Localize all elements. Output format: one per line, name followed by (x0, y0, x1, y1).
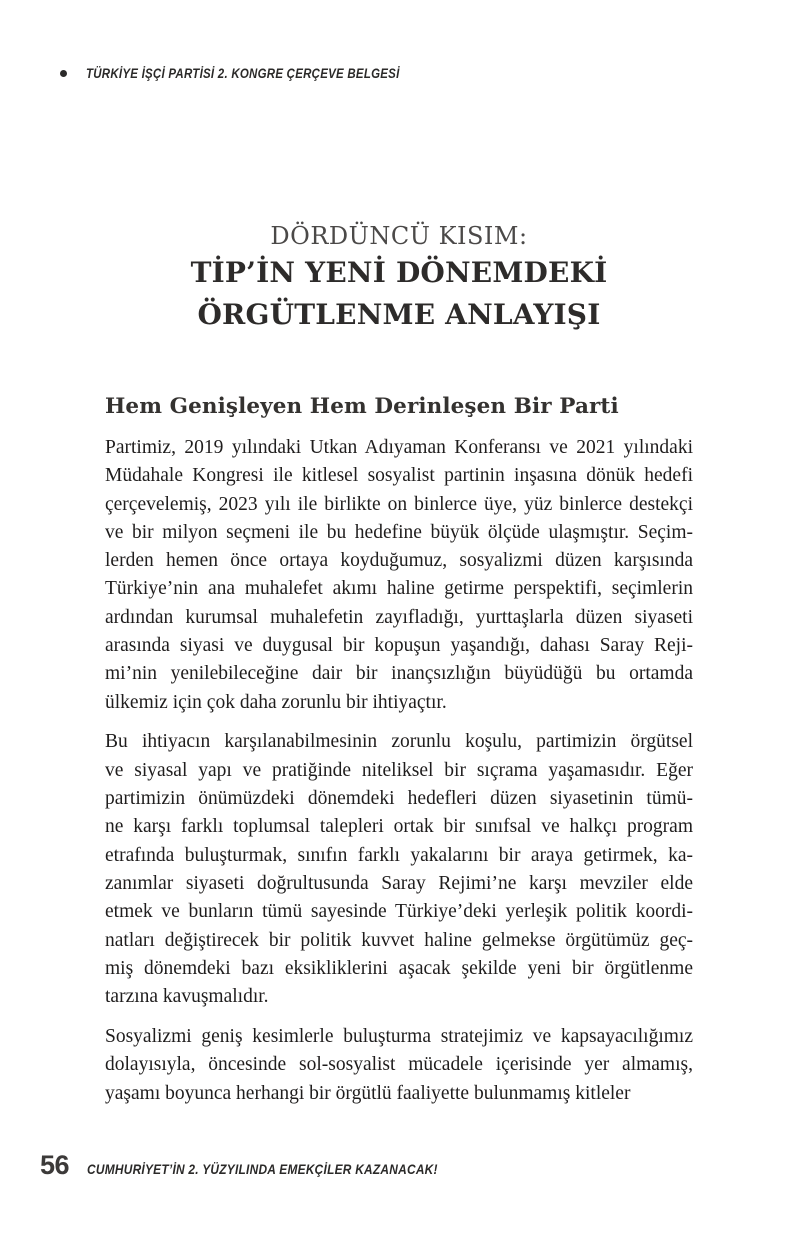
body-paragraph (105, 1023, 693, 1108)
bullet-icon (60, 70, 67, 77)
chapter-title-line-2: ÖRGÜTLENME ANLAYIŞI (197, 298, 601, 331)
paragraph-line: Türkiye’nin ana muhalefet akımı haline getirme perspektifi, seçimlerin (105, 578, 693, 600)
body-paragraph (105, 728, 693, 1011)
article-paragraphs (105, 434, 693, 1108)
page-number: 56 (40, 1150, 70, 1180)
paragraph-line: çerçevelemiş, 2023 yılı ile birlikte on binlerce üye, yüz binlerce destekçi (105, 493, 693, 515)
paragraph-line: lerden hemen önce ortaya koyduğumuz, sosyalizmi düzen karşısında (105, 550, 693, 572)
paragraph-line: mi’nin yenilebileceğine dair bir inançsızlığın büyüdüğü bu ortamda (105, 663, 693, 685)
paragraph-line: zanımlar siyaseti doğrultusunda Saray Rejimi’ne karşı mevziler elde (105, 872, 693, 894)
paragraph-line: dolayısıyla, öncesinde sol-sosyalist mücadele içerisinde yer almamış, (105, 1054, 693, 1076)
paragraph-line: etrafında buluşturmak, sınıfın farklı yakalarını bir araya getirmek, ka- (105, 844, 693, 866)
paragraph-line: ve bir milyon seçmeni ile bu hedefine büyük ölçüde ulaşmıştır. Seçim- (105, 521, 693, 543)
paragraph-line: Partimiz, 2019 yılındaki Utkan Adıyaman Konferansı ve 2021 yılındaki (105, 437, 693, 458)
paragraph-line: ardından kurumsal muhalefetin zayıfladığı, yurttaşlarla düzen siyaseti (105, 606, 693, 628)
paragraph-line: arasında siyasi ve duygusal bir kopuşun yaşandığı, dahası Saray Reji- (105, 635, 693, 657)
chapter-kicker: DÖRDÜNCÜ KISIM: (270, 222, 528, 250)
body-paragraph (105, 434, 693, 717)
article-content (105, 394, 693, 1108)
paragraph-line: ve siyasal yapı ve pratiğinde niteliksel bir sıçrama yaşamasıdır. Eğer (105, 759, 693, 781)
paragraph-line: yaşamı boyunca herhangi bir örgütlü faaliyette bulunmamış kitleler (105, 1082, 631, 1104)
chapter-title-block (0, 221, 798, 336)
section-heading: Hem Genişleyen Hem Derinleşen Bir Parti (105, 394, 619, 419)
footer-slogan: CUMHURİYET’İN 2. YÜZYILINDA EMEKÇİLER KAZANACAK! (87, 1161, 438, 1177)
chapter-title-line-1: TİP’İN YENİ DÖNEMDEKİ (190, 256, 608, 289)
paragraph-line: Müdahale Kongresi ile kitlesel sosyalist partinin inşasına dönük hedefi (105, 465, 693, 487)
booklet-title: TÜRKİYE İŞÇİ PARTİSİ 2. KONGRE ÇERÇEVE BELGESİ (86, 66, 400, 81)
paragraph-line: Bu ihtiyacın karşılanabilmesinin zorunlu koşulu, partimizin örgütsel (105, 731, 693, 753)
paragraph-line: Sosyalizmi geniş kesimlerle buluşturma stratejimiz ve kapsayacılığımız (105, 1025, 693, 1047)
paragraph-line: ne karşı farklı toplumsal talepleri ortak bir sınıfsal ve halkçı program (105, 816, 693, 838)
paragraph-line: ülkemiz için çok daha zorunlu bir ihtiyaçtır. (105, 691, 447, 713)
paragraph-line: partimizin önümüzdeki dönemdeki hedefleri düzen siyasetinin tümü- (105, 788, 693, 810)
paragraph-line: natları değiştirecek bir politik kuvvet haline gelmekse örgütümüz geç- (105, 929, 693, 951)
page-header (60, 66, 455, 81)
paragraph-line: etmek ve bunların tümü sayesinde Türkiye’deki yerleşik politik koordi- (105, 901, 693, 923)
paragraph-line: miş dönemdeki bazı eksikliklerini aşacak şekilde yeni bir örgütlenme (105, 957, 693, 979)
page-footer (40, 1150, 500, 1181)
paragraph-line: tarzına kavuşmalıdır. (105, 986, 269, 1008)
